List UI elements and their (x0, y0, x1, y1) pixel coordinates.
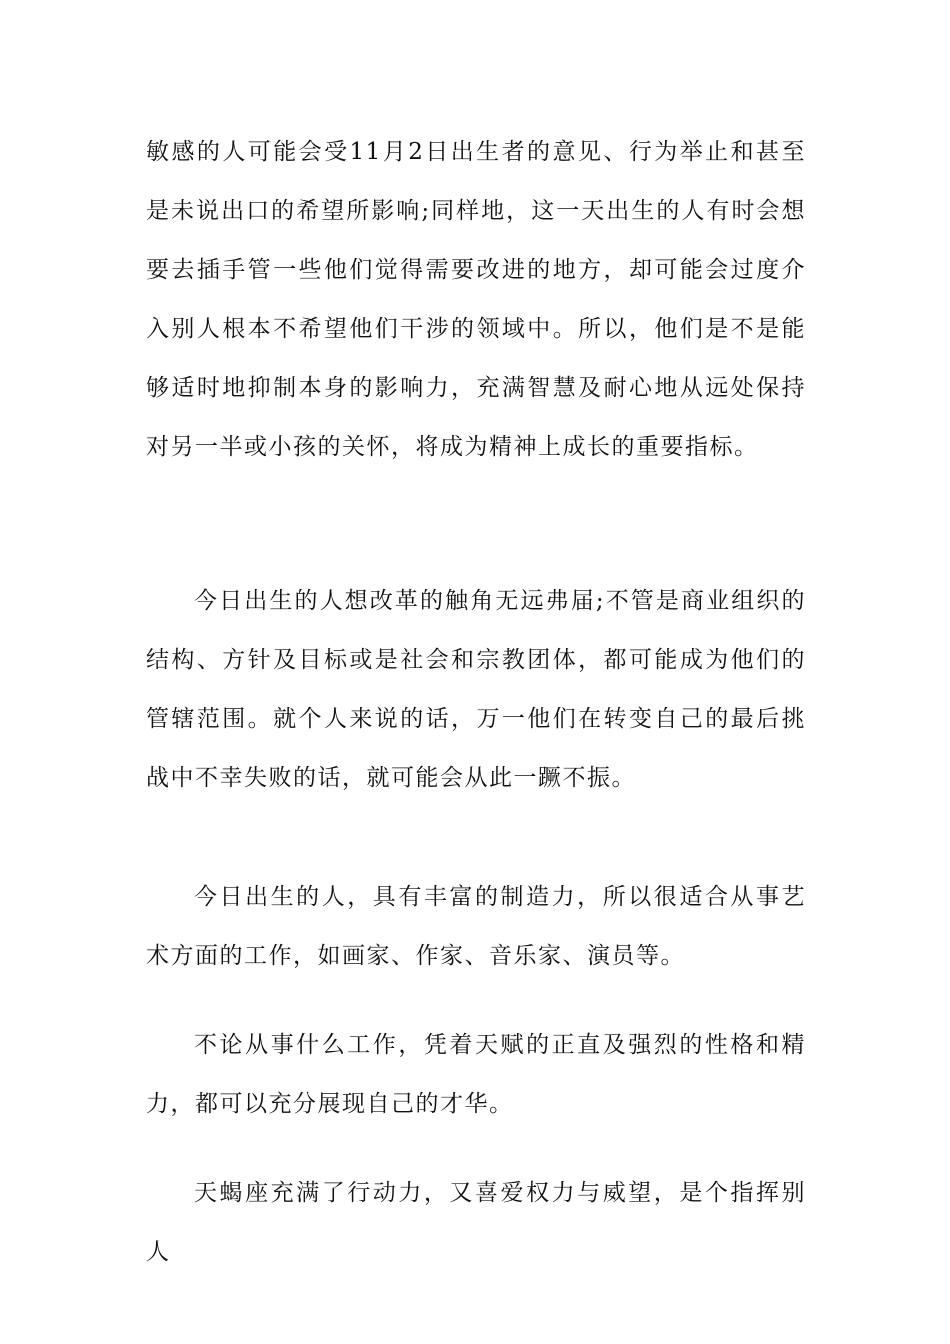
paragraph-4: 不论从事什么工作，凭着天赋的正直及强烈的性格和精力，都可以充分展现自己的才华。 (146, 1032, 806, 1117)
paragraph-5: 天蝎座充满了行动力，又喜爱权力与威望，是个指挥别人 (146, 1180, 806, 1265)
paragraph-2: 今日出生的人想改革的触角无远弗届;不管是商业组织的结构、方针及目标或是社会和宗教团体，都可能成为他们的管辖范围。就个人来说的话，万一他们在转变自己的最后挑战中不幸失败的话，就可能会从此一蹶不振。 (146, 588, 806, 791)
paragraph-3: 今日出生的人，具有丰富的制造力，所以很适合从事艺术方面的工作，如画家、作家、音乐家、演员等。 (146, 884, 806, 969)
paragraph-1: 敏感的人可能会受11月2日出生者的意见、行为举止和甚至是未说出口的希望所影响;同样地，这一天出生的人有时会想要去插手管一些他们觉得需要改进的地方，却可能会过度介入别人根本不希望他们干涉的领域中。所以，他们是不是能够适时地抑制本身的影响力，充满智慧及耐心地从远处保持对另一半或小孩的关怀，将成为精神上成长的重要指标。 (146, 139, 806, 460)
